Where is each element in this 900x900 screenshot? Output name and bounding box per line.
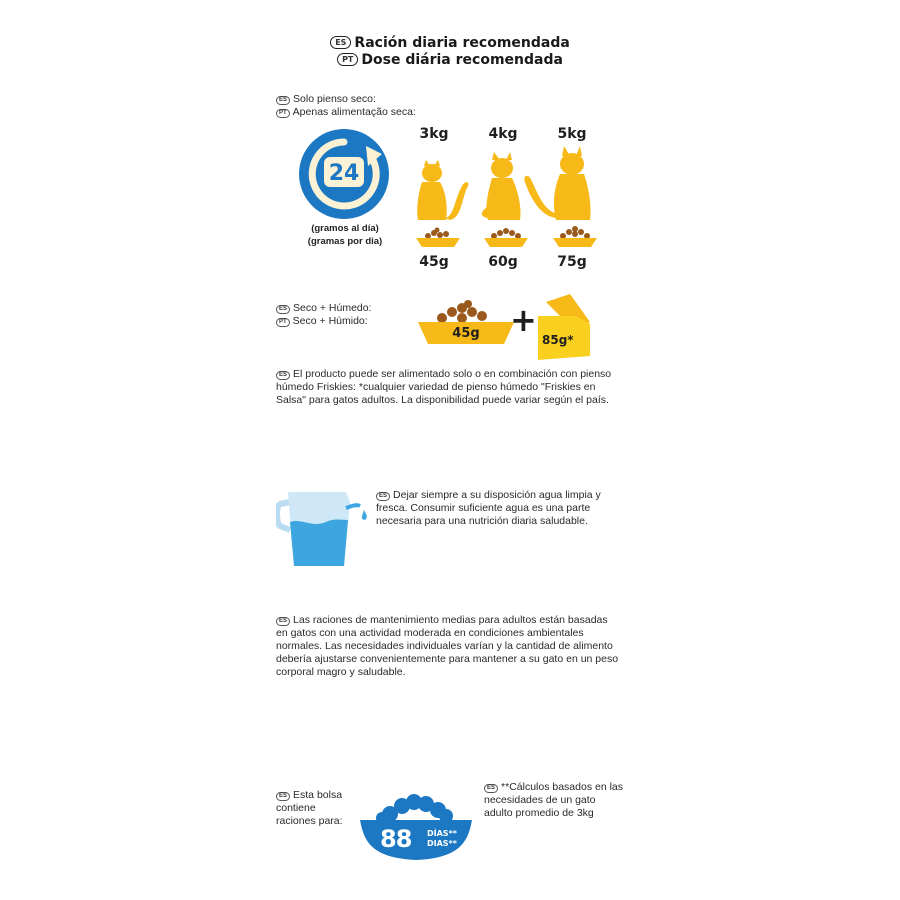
bag-footnote: ES **Cálculos basados en las necesidades de un gato adulto promedio de 3kg [484,781,624,819]
dry-wet-label: ES Seco + Húmedo: PT Seco + Húmido: [276,302,372,328]
bag-label: ES Esta bolsa contiene raciones para: [276,789,343,827]
title-pt: PT Dose diária recomendada [0,52,900,69]
cat-large-icon [524,146,594,222]
bowl-icon [416,226,460,248]
bag-days-number: 88 [380,825,412,853]
bag-bowl-icon [356,794,476,862]
bowl-icon [553,224,597,248]
title-es: ES Ración diaria recomendada [0,35,900,52]
dry-only-label: ES Solo pienso seco: PT Apenas alimentação seca: [276,93,416,119]
bag-days-word: DÍAS** DIAS** [427,829,457,848]
clock-number: 24 [328,161,360,186]
clock-24h-icon [298,128,390,220]
water-jug-icon [276,486,372,570]
grams-label: 45g [419,254,449,270]
weight-label: 4kg [488,126,518,142]
page-title [0,35,900,69]
weight-label: 5kg [557,126,587,142]
maintenance-note: ES Las raciones de mantenimiento medias para adultos están basadas en gatos con una actividad moderada en condiciones ambientales normales. Las necesidades individuales varían y la cantidad de alimento debería ajustarse convenientemente para mantener a su gato en un peso corporal magro y saludable. [276,614,619,678]
water-note: ES Dejar siempre a su disposición agua limpia y fresca. Consumir suficiente agua es una parte necesaria para una nutrición diaria saludable. [376,489,601,527]
wet-food-pouch-icon [536,294,592,362]
clock-caption: (gramos al día) (gramas por dia) [307,223,383,247]
weight-label: 3kg [419,126,449,142]
combination-note: ES El producto puede ser alimentado solo o en combinación con pienso húmedo Friskies: *cualquier variedad de pienso húmedo "Friskies en Salsa" para gatos adultos. La disponibilidad puede variar según el país. [276,368,612,406]
bowl-icon [484,226,528,248]
wet-amount: 85g* [542,333,574,347]
cat-small-icon [410,160,470,222]
grams-label: 75g [557,254,587,270]
grams-label: 60g [488,254,518,270]
dry-amount: 45g [452,326,480,341]
plus-icon: + [510,301,537,339]
